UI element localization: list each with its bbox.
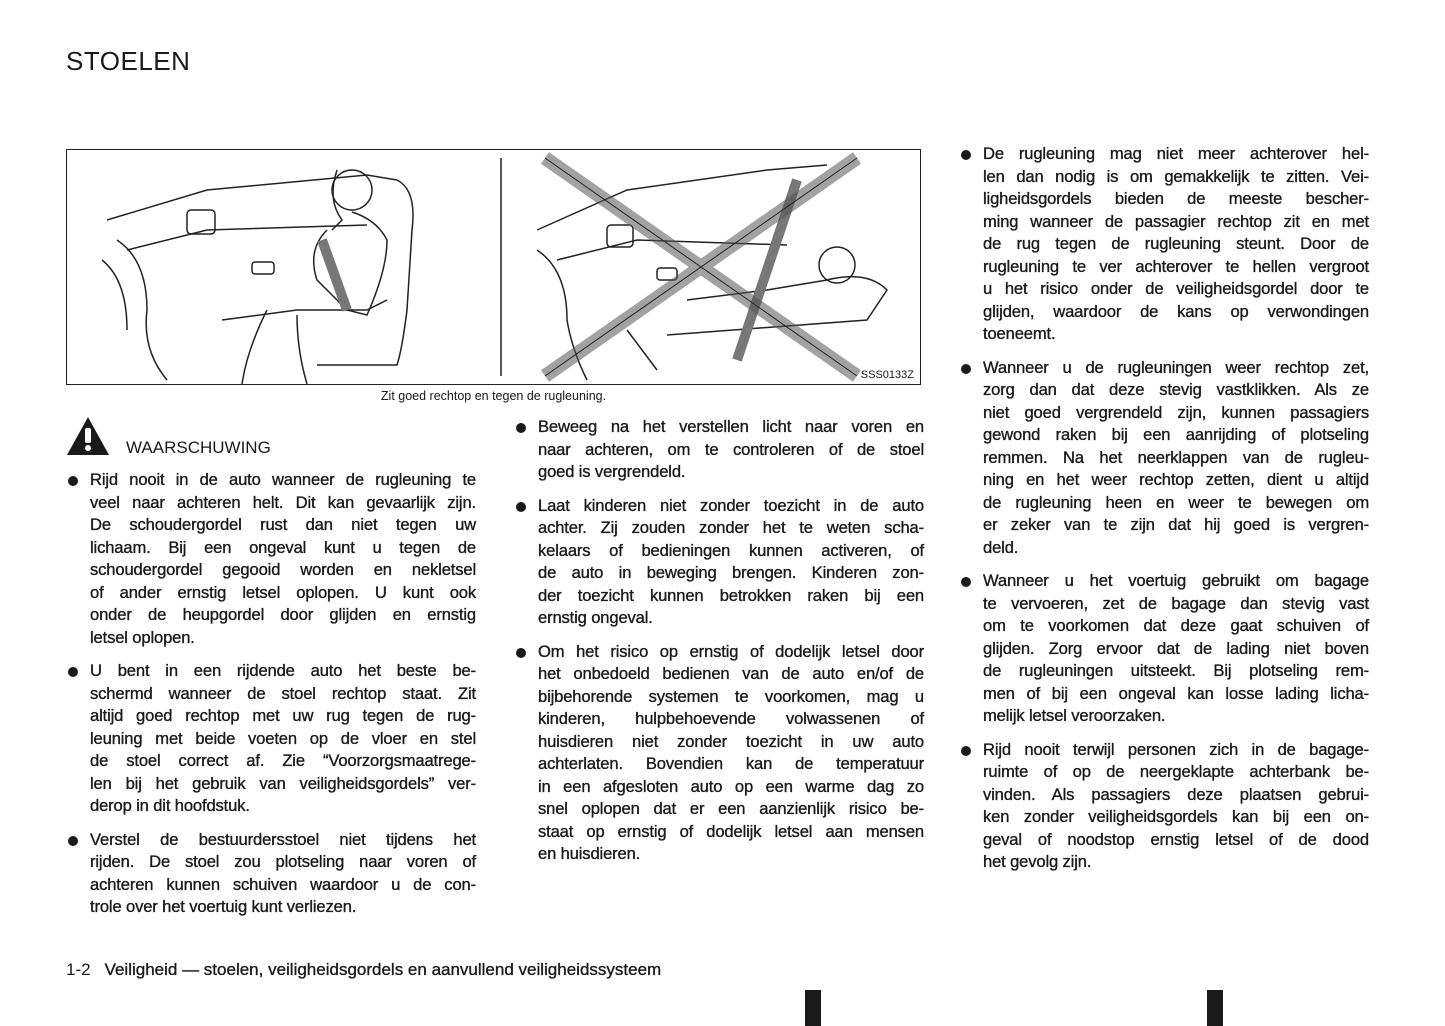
text-line: Beweeg na het verstellen licht naar voren en [538,417,924,436]
bullet-icon [961,364,971,374]
column-1 [66,469,476,930]
bullet-icon [516,423,526,433]
text-line: er zeker van te zijn dat hij goed is vergren- [983,515,1369,534]
text-line: letsel oplopen. [90,627,195,647]
text-line: u het risico onder de veiligheidsgordel door te [983,279,1369,298]
figure-caption: Zit goed rechtop en tegen de rugleuning. [380,389,607,403]
text-line: de rugleuningen uitsteekt. Bij plotseling rem- [983,661,1369,680]
text-line: leuning met beide voeten op de vloer en stel [90,728,476,748]
text-line: rijden. De stoel zou plotseling naar voren of [90,852,476,871]
text-line: der toezicht kunnen betrokken raken bij een [538,585,924,605]
text-line: huisdieren niet zonder toezicht in uw auto [538,731,924,751]
seat-posture-illustration [67,150,920,384]
text-line: bijbehorende systemen te voorkomen, mag u [538,686,924,706]
text-line: ruimte of op de neergeklapte achterbank be- [983,762,1369,781]
text-line: De schoudergordel rust dan niet tegen uw [90,515,476,534]
text-line: Rijd nooit terwijl personen zich in de bagage- [983,739,1369,759]
warning-heading [66,416,271,456]
text-line: Verstel de bestuurdersstoel niet tijdens het [90,829,476,849]
text-line: Wanneer u het voertuig gebruikt om bagage [983,571,1369,590]
text-line: goed is vergrendeld. [538,462,686,481]
text-line: glijden. Zorg ervoor dat de lading niet boven [983,638,1369,658]
text-line: schoudergordel gegooid worden en nekletsel [90,560,476,579]
text-line: achteren kunnen schuiven waardoor u de con- [90,874,476,894]
text-line: naar achteren, om te controleren of de stoel [538,439,924,459]
bullet-paragraph [959,739,1369,874]
text-line: trole over het voertuig kunt verliezen. [90,897,357,916]
text-line: het gevolg zijn. [983,852,1092,871]
text-line: vinden. Als passagiers deze plaatsen gebrui- [983,784,1369,804]
bullet-icon [516,648,526,658]
bullet-paragraph [514,416,924,484]
text-line: deld. [983,537,1019,557]
bullet-icon [68,476,78,486]
text-line: snel oplopen dat er een aanzienlijk risico be- [538,799,924,818]
bullet-icon [961,746,971,756]
text-line: Wanneer u de rugleuningen weer rechtop zet, [983,357,1369,377]
text-line: kinderen, hulpbehoevende volwassenen of [538,709,924,728]
text-line: schermd wanneer de stoel rechtop staat. Zit [90,683,476,703]
text-line: len bij het gebruik van veiligheidsgordels” ver- [90,773,476,793]
text-line: achter. Zij zouden zonder het te weten scha- [538,518,924,537]
text-line: staat op ernstig of dodelijk letsel aan mensen [538,821,924,841]
text-line: U bent in een rijdende auto het beste be- [90,661,476,680]
text-line: of ander ernstig letsel oplopen. U kunt ook [90,582,476,602]
text-line: de rug tegen de rugleuning steunt. Door de [983,234,1369,253]
text-line: gewond raken bij een aanrijding of plotseling [983,425,1369,444]
text-line: ken zonder veiligheidsgordels kan bij een on- [983,807,1369,826]
text-line: de rugleuning heen en weer te bewegen om [983,492,1369,512]
text-line: geval of noodstop ernstig letsel of de dood [983,829,1369,849]
text-line: om te voorkomen dat deze gaat schuiven of [983,616,1369,635]
page-number: 1-2 [66,960,91,979]
bullet-icon [68,836,78,846]
bullet-icon [68,667,78,677]
bullet-paragraph [514,641,924,866]
text-line: altijd goed rechtop met uw rug tegen de rug- [90,706,476,725]
page-title: STOELEN [66,46,191,76]
text-line: in een afgesloten auto op een warme dag zo [538,776,924,796]
text-line: men of bij een ongeval kan losse lading licha- [983,683,1369,703]
text-line: de auto in beweging brengen. Kinderen zon- [538,563,924,582]
bullet-paragraph [959,357,1369,560]
text-line: rugleuning te ver achterover te hellen vergroot [983,256,1369,276]
text-line: de stoel correct af. Zie “Voorzorgsmaatrege- [90,751,476,770]
text-line: kelaars of bedieningen kunnen activeren, of [538,540,924,560]
text-line: achterlaten. Bovendien kan de temperatuur [538,754,924,773]
text-line: niet goed vergrendeld zijn, kunnen passagiers [983,402,1369,422]
text-line: en huisdieren. [538,844,641,863]
bullet-paragraph [959,570,1369,728]
page-footer [66,960,661,980]
seat-illustration [66,149,921,385]
text-line: lichaam. Bij een ongeval kunt u tegen de [90,537,476,557]
text-line: onder de heupgordel door glijden en ernstig [90,605,476,624]
text-line: te vervoeren, zet de bagage dan stevig vast [983,593,1369,613]
text-line: De rugleuning mag niet meer achterover hel- [983,144,1369,163]
warning-label: WAARSCHUWING [126,438,271,457]
thumb-tab-marker [1207,990,1223,1026]
text-line: ning en het weer rechtop zetten, dient u altijd [983,470,1369,489]
bullet-icon [961,577,971,587]
column-2 [514,416,924,877]
text-line: ligheidsgordels bieden de meeste bescher- [983,189,1369,208]
column-3 [959,143,1369,885]
text-line: remmen. Na het neerklappen van de rugleu- [983,447,1369,467]
text-line: Rijd nooit in de auto wanneer de rugleuning te [90,470,476,489]
text-line: het onbedoeld bedienen van de auto en/of de [538,664,924,683]
text-line: Laat kinderen niet zonder toezicht in de auto [538,495,924,515]
text-line: derop in dit hoofdstuk. [90,796,250,815]
warning-triangle-icon [66,416,110,456]
text-line: ernstig ongeval. [538,608,653,627]
bullet-paragraph [959,143,1369,346]
text-line: glijden, waardoor de kans op verwondingen [983,301,1369,321]
text-line: zorg dan dat deze stevig vastklikken. Als ze [983,380,1369,399]
bullet-icon [516,502,526,512]
bullet-paragraph [66,829,476,919]
text-line: toeneemt. [983,324,1056,343]
figure-code: SSS0133Z [860,369,914,381]
bullet-paragraph [514,495,924,630]
bullet-icon [961,150,971,160]
bullet-paragraph [66,469,476,649]
text-line: melijk letsel veroorzaken. [983,706,1166,725]
text-line: Om het risico op ernstig of dodelijk letsel door [538,641,924,661]
bullet-paragraph [66,660,476,818]
text-line: len dan nodig is om gemakkelijk te zitten. Vei- [983,166,1369,186]
section-title: Veiligheid — stoelen, veiligheidsgordels en aanvullend veiligheidssysteem [104,960,662,979]
text-line: veel naar achteren helt. Dit kan gevaarlijk zijn. [90,492,476,512]
text-line: ming wanneer de passagier rechtop zit en met [983,211,1369,231]
thumb-tab-marker [805,990,821,1026]
